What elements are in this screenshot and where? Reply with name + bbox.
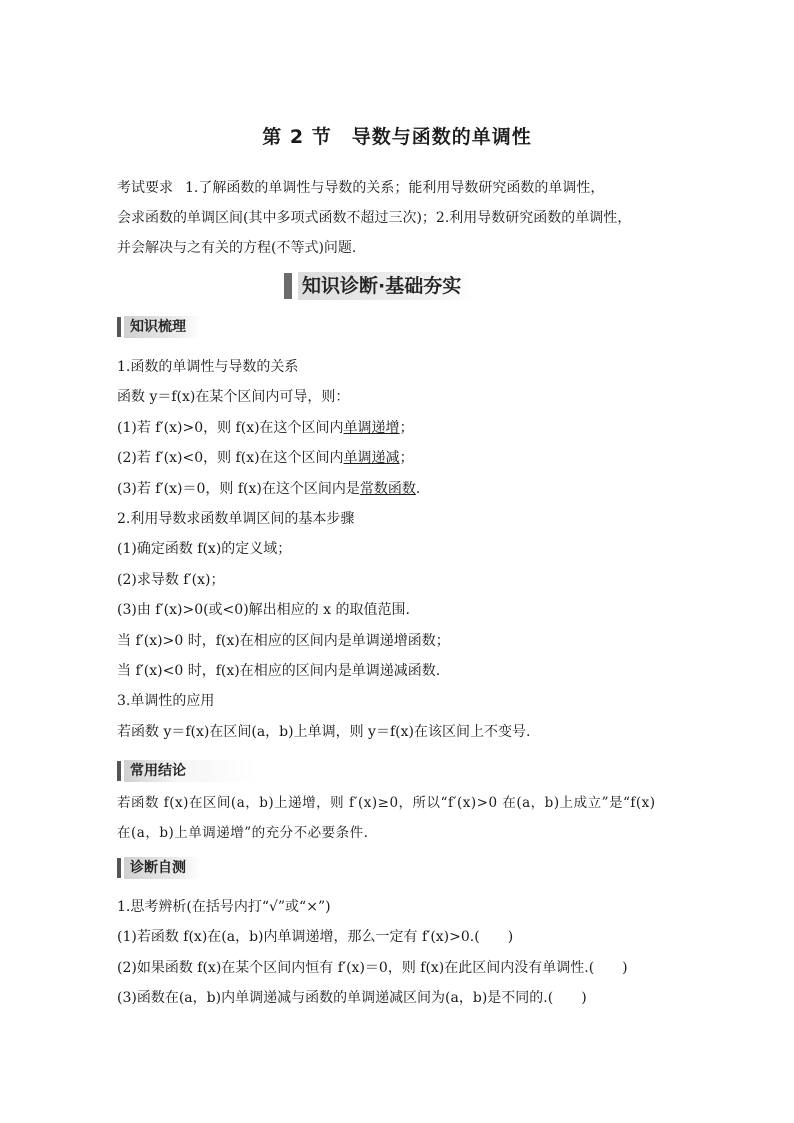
conclusion-heading: [117, 760, 256, 782]
fill-in-answer: 单调递减: [343, 450, 400, 467]
fill-in-answer: 常数函数: [359, 480, 416, 497]
list-item: 1.思考辨析(在括号内打“√”或“×”): [117, 899, 331, 915]
knowledge-heading: [117, 316, 200, 338]
list-item: (3)若 f′(x)＝0，则 f(x)在这个区间内是常数函数.: [117, 480, 421, 497]
selftest-heading-label: 诊断自测: [124, 857, 200, 879]
section-banner-title: 知识诊断·基础夯实: [298, 272, 471, 300]
list-item: (3)由 f′(x)>0(或<0)解出相应的 x 的取值范围.: [117, 602, 410, 619]
conclusion-heading-label: 常用结论: [124, 760, 256, 782]
knowledge-list: [117, 352, 717, 747]
knowledge-heading-label: 知识梳理: [124, 316, 200, 338]
list-item: 3.单调性的应用: [117, 693, 215, 710]
selftest-list: [117, 892, 717, 1014]
heading-bar-decoration: [117, 317, 121, 337]
list-item: 若函数 f(x)在区间(a，b)上递增，则 f′(x)≥0，所以“f′(x)>0 在(a，b)上成立”是“f(x): [117, 795, 656, 811]
list-item: (2)如果函数 f(x)在某个区间内恒有 f′(x)＝0，则 f(x)在此区间内没有单调性.( ): [117, 959, 628, 976]
list-item: 在(a，b)上单调递增”的充分不必要条件.: [117, 825, 369, 841]
conclusion-text: [117, 788, 717, 848]
list-item: (1)若 f′(x)>0，则 f(x)在这个区间内单调递增；: [117, 419, 414, 436]
requirements-line-2: 会求函数的单调区间(其中多项式函数不超过三次)；2.利用导数研究函数的单调性，: [117, 210, 632, 226]
list-item: (1)确定函数 f(x)的定义域；: [117, 541, 292, 558]
list-item: (2)求导数 f′(x)；: [117, 571, 225, 588]
list-item: (2)若 f′(x)<0，则 f(x)在这个区间内单调递减；: [117, 450, 414, 467]
list-item: 当 f′(x)<0 时，f(x)在相应的区间内是单调递减函数.: [117, 662, 441, 679]
list-item: 1.函数的单调性与导数的关系: [117, 359, 299, 375]
fill-in-answer: 单调递增: [343, 419, 400, 436]
selftest-heading: [117, 857, 200, 879]
section-banner: [284, 272, 471, 300]
exam-requirements: [117, 173, 697, 263]
heading-bar-decoration: [117, 761, 121, 781]
requirements-line-3: 并会解决与之有关的方程(不等式)问题.: [117, 240, 357, 256]
requirements-label: 考试要求: [117, 180, 173, 196]
list-item: 若函数 y＝f(x)在区间(a，b)上单调，则 y＝f(x)在该区间上不变号.: [117, 723, 531, 740]
page-title: 第 2 节 导数与函数的单调性: [262, 126, 532, 148]
list-item: 2.利用导数求函数单调区间的基本步骤: [117, 510, 355, 527]
list-item: (1)若函数 f(x)在(a，b)内单调递增，那么一定有 f′(x)>0.( ): [117, 929, 514, 946]
heading-bar-decoration: [117, 858, 121, 878]
list-item: (3)函数在(a，b)内单调递减与函数的单调递减区间为(a，b)是不同的.( ): [117, 990, 587, 1007]
list-item: 函数 y＝f(x)在某个区间内可导，则：: [117, 389, 350, 406]
requirements-line-1: 1.了解函数的单调性与导数的关系；能利用导数研究函数的单调性，: [185, 180, 605, 196]
list-item: 当 f′(x)>0 时，f(x)在相应的区间内是单调递增函数；: [117, 632, 450, 649]
banner-bar-decoration: [284, 273, 292, 299]
